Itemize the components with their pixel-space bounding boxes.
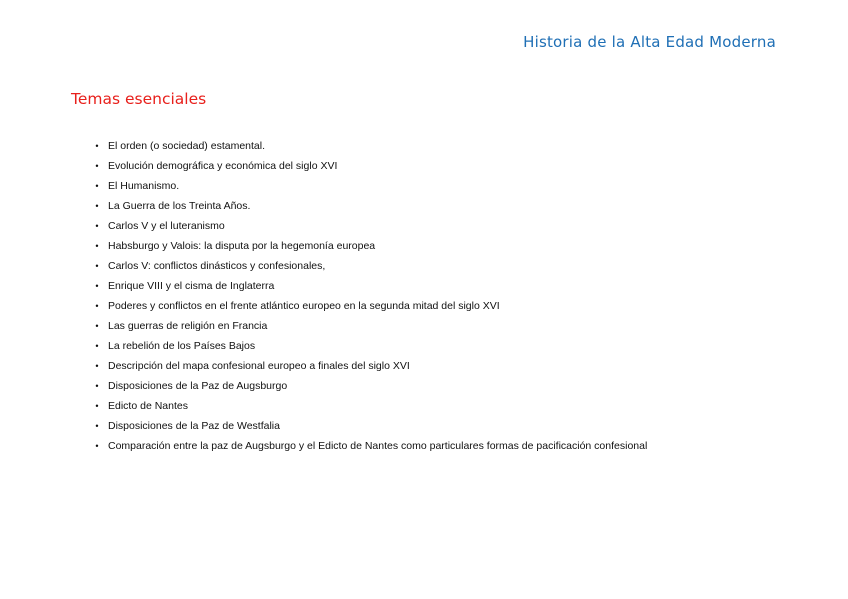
list-item (92, 396, 647, 416)
document-header-title: Historia de la Alta Edad Moderna (523, 33, 776, 51)
bullet-icon: • (95, 401, 99, 411)
list-item (92, 216, 647, 236)
list-item-text: Comparación entre la paz de Augsburgo y el Edicto de Nantes como particulares formas de pacificación confesional (108, 440, 648, 452)
list-item-text: Habsburgo y Valois: la disputa por la hegemonía europea (108, 240, 376, 252)
topic-list (92, 136, 647, 456)
list-item-text: Carlos V: conflictos dinásticos y confesionales, (108, 260, 326, 272)
bullet-icon: • (95, 181, 99, 191)
list-item (92, 196, 647, 216)
list-item-text: La Guerra de los Treinta Años. (108, 200, 251, 212)
bullet-icon: • (95, 381, 99, 391)
list-item (92, 296, 647, 316)
list-item (92, 136, 647, 156)
bullet-icon: • (95, 441, 99, 451)
list-item (92, 336, 647, 356)
bullet-icon: • (95, 321, 99, 331)
bullet-icon: • (95, 361, 99, 371)
bullet-icon: • (95, 201, 99, 211)
list-item-text: Disposiciones de la Paz de Westfalia (108, 420, 280, 432)
list-item-text: El orden (o sociedad) estamental. (108, 140, 266, 152)
list-item (92, 156, 647, 176)
list-item (92, 376, 647, 396)
bullet-icon: • (95, 241, 99, 251)
bullet-icon: • (95, 261, 99, 271)
bullet-icon: • (95, 301, 99, 311)
bullet-icon: • (95, 141, 99, 151)
list-item-text: Enrique VIII y el cisma de Inglaterra (108, 280, 275, 292)
list-item (92, 256, 647, 276)
list-item-text: Poderes y conflictos en el frente atlántico europeo en la segunda mitad del siglo XVI (108, 300, 500, 312)
list-item (92, 276, 647, 296)
list-item-text: Descripción del mapa confesional europeo a finales del siglo XVI (108, 360, 410, 372)
list-item (92, 356, 647, 376)
bullet-icon: • (95, 281, 99, 291)
list-item (92, 416, 647, 436)
bullet-icon: • (95, 421, 99, 431)
section-heading: Temas esenciales (71, 90, 207, 108)
list-item (92, 236, 647, 256)
bullet-icon: • (95, 341, 99, 351)
list-item-text: Evolución demográfica y económica del siglo XVI (108, 160, 338, 172)
list-item-text: Las guerras de religión en Francia (108, 320, 268, 332)
list-item-text: Edicto de Nantes (108, 400, 188, 412)
list-item-text: Disposiciones de la Paz de Augsburgo (108, 380, 288, 392)
list-item (92, 316, 647, 336)
list-item-text: El Humanismo. (108, 180, 180, 192)
bullet-icon: • (95, 161, 99, 171)
list-item (92, 436, 647, 456)
list-item-text: La rebelión de los Países Bajos (108, 340, 256, 352)
list-item (92, 176, 647, 196)
bullet-icon: • (95, 221, 99, 231)
list-item-text: Carlos V y el luteranismo (108, 220, 225, 232)
